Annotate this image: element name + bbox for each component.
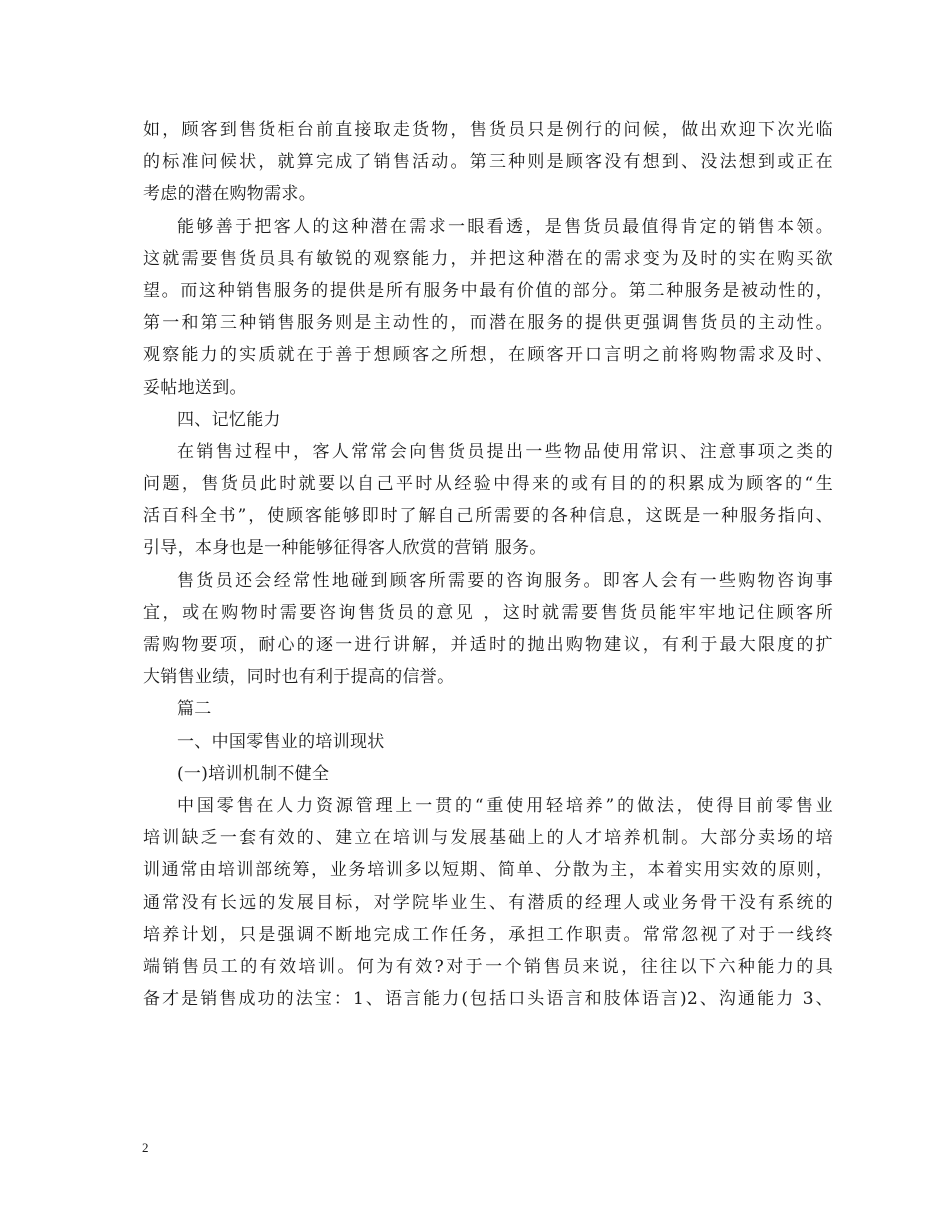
- text-line: 的标准问候状，就算完成了销售活动。第三种则是顾客没有想到、没法想到或正在: [143, 152, 833, 173]
- text-line: 培养计划，只是强调不断地完成工作任务，承担工作职责。常常忽视了对于一线终: [143, 924, 833, 945]
- text-line: 中国零售在人力资源管理上一贯的“重使用轻培养”的做法，使得目前零售业: [177, 795, 833, 816]
- text-line: 观察能力的实质就在于善于想顾客之所想，在顾客开口言明之前将购物需求及时、: [143, 345, 833, 366]
- text-line: 四、记忆能力: [177, 409, 281, 430]
- text-line: 如，顾客到售货柜台前直接取走货物，售货员只是例行的问候，做出欢迎下次光临: [143, 120, 833, 140]
- text-line: 一、中国零售业的培训现状: [177, 731, 385, 752]
- text-line: 能够善于把客人的这种潜在需求一眼看透，是售货员最值得肯定的销售本领。: [177, 216, 833, 237]
- text-line: 这就需要售货员具有敏锐的观察能力，并把这种潜在的需求变为及时的实在购买欲: [143, 248, 833, 269]
- text-line: (一)培训机制不健全: [177, 763, 330, 784]
- text-line: 篇二: [177, 699, 212, 720]
- text-line: 宜，或在购物时需要咨询售货员的意见 ，这时就需要售货员能牢牢地记住顾客所: [143, 602, 833, 623]
- text-line: 引导，本身也是一种能够征得客人欣赏的营销 服务。: [143, 538, 547, 559]
- text-line: 备才是销售成功的法宝：1、语言能力(包括口头语言和肢体语言)2、沟通能力 3、: [143, 989, 833, 1010]
- text-line: 培训缺乏一套有效的、建立在培训与发展基础上的人才培养机制。大部分卖场的培: [143, 828, 833, 849]
- text-line: 通常没有长远的发展目标，对学院毕业生、有潜质的经理人或业务骨干没有系统的: [143, 892, 833, 913]
- text-line: 妥帖地送到。: [143, 377, 247, 398]
- body-text: [143, 114, 833, 1015]
- text-line: 售货员还会经常性地碰到顾客所需要的咨询服务。即客人会有一些购物咨询事: [177, 570, 833, 591]
- page-number: 2: [142, 1140, 149, 1155]
- text-line: 端销售员工的有效培训。何为有效?对于一个销售员来说，往往以下六种能力的具: [143, 956, 833, 977]
- text-line: 在销售过程中，客人常常会向售货员提出一些物品使用常识、注意事项之类的: [177, 441, 833, 462]
- text-line: 问题，售货员此时就要以自己平时从经验中得来的或有目的的积累成为顾客的“生: [143, 474, 833, 495]
- text-line: 第一和第三种销售服务则是主动性的，而潜在服务的提供更强调售货员的主动性。: [143, 313, 833, 334]
- text-line: 考虑的潜在购物需求。: [143, 184, 316, 205]
- text-line: 大销售业绩，同时也有利于提高的信誉。: [143, 667, 455, 688]
- text-line: 需购物要项，耐心的逐一进行讲解，并适时的抛出购物建议，有利于最大限度的扩: [143, 635, 833, 655]
- text-line: 望。而这种销售服务的提供是所有服务中最有价值的部分。第二种服务是被动性的，: [143, 280, 833, 301]
- text-line: 活百科全书”，使顾客能够即时了解自己所需要的各种信息，这既是一种服务指向、: [143, 506, 833, 527]
- text-line: 训通常由培训部统筹，业务培训多以短期、简单、分散为主，本着实用实效的原则，: [143, 860, 833, 881]
